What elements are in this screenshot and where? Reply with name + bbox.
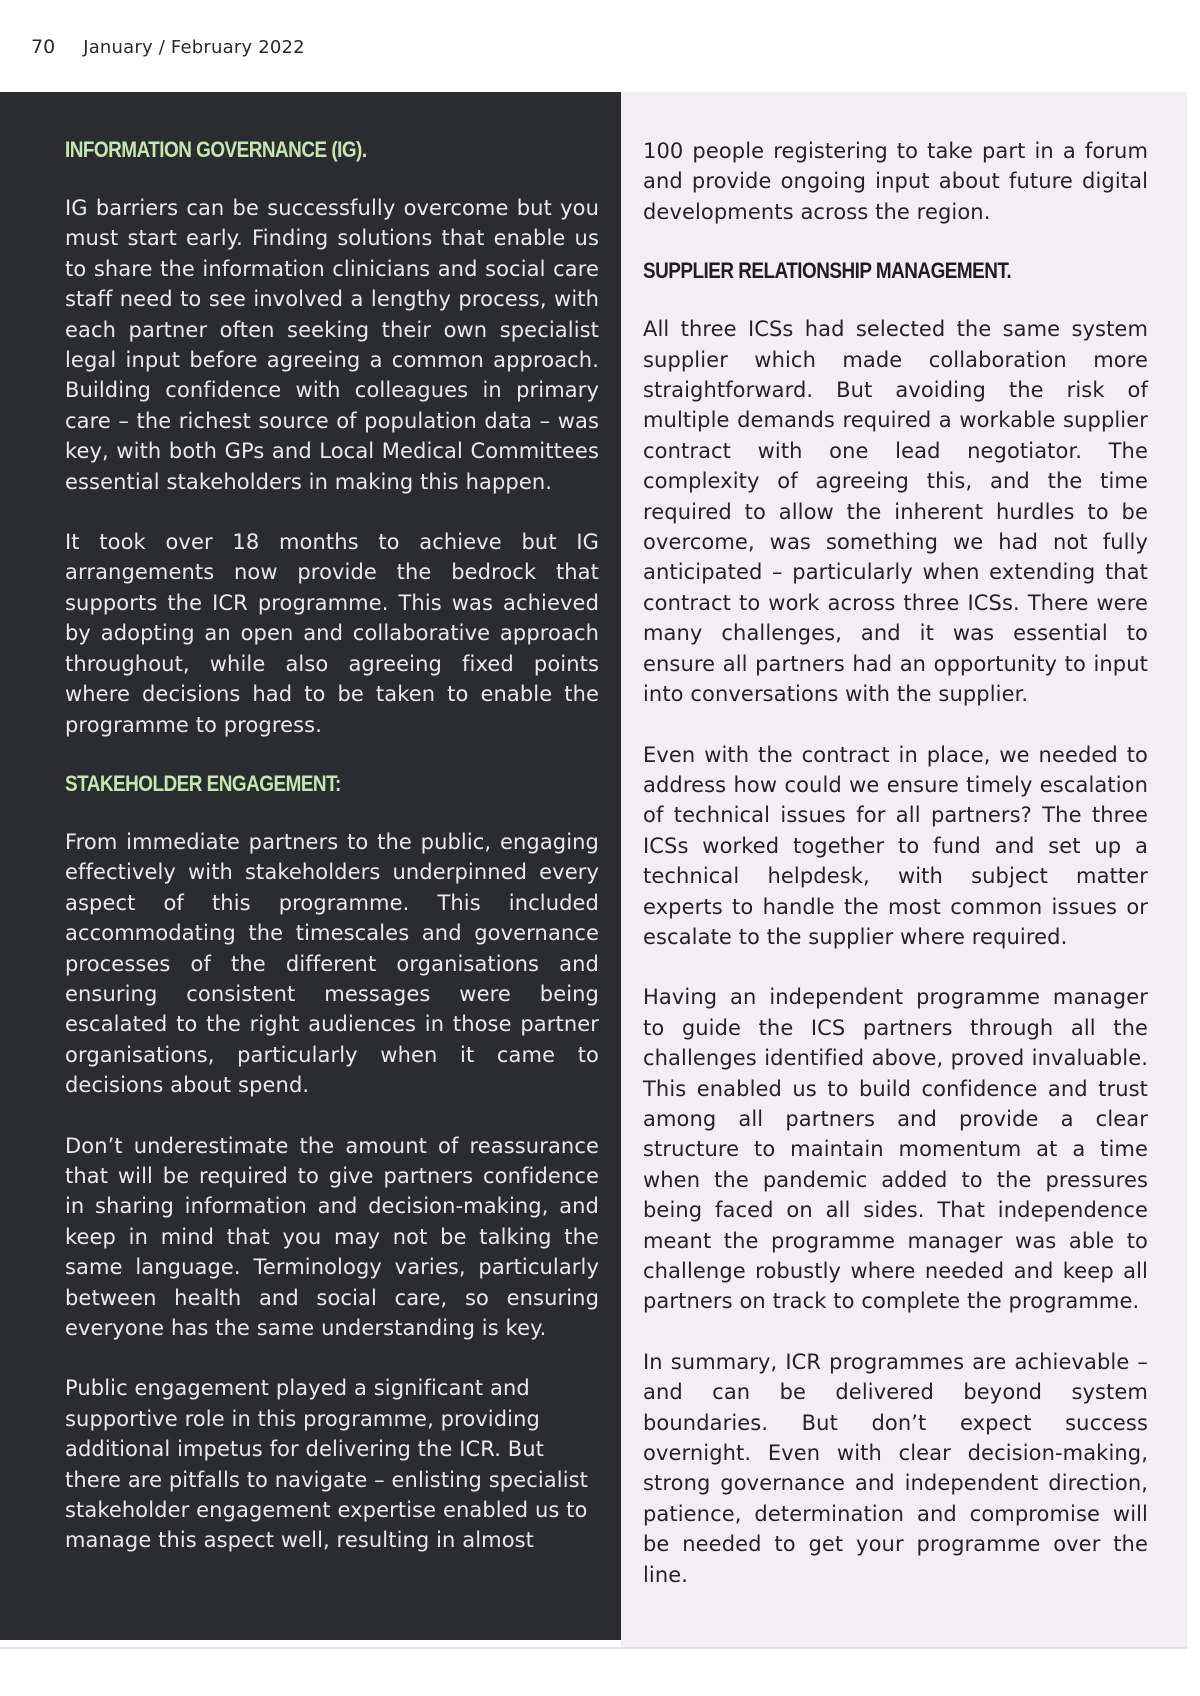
ig-paragraph-1: IG barriers can be successfully overcome but you must start early. Finding solutions that enable us to share the information clinicians and social care staff need to see involved a lengthy process, with each partner often seeking their own specialist legal input before agreeing a common approach. Building confidence with colleagues in primary care – the richest source of population data – was key, with both GPs and Local Medical Committees essential stakeholders in making this happen. bbox=[65, 196, 599, 494]
stakeholder-paragraph-1: From immediate partners to the public, engaging effectively with stakeholders underpinned every aspect of this programme. This included accommodating the timescales and governance processes of the different organisations and ensuring consistent messages were being escalated to the right audiences in those partner organisations, particularly when it came to decisions about spend. bbox=[65, 829, 599, 1098]
supplier-paragraph-3: Having an independent programme manager to guide the ICS partners through all the challenges identified above, proved invaluable. This enabled us to build confidence and trust among all partners and provide a clear structure to maintain momentum at a time when the pandemic added to the pressures being faced on all sides. That independence meant the programme manager was able to challenge robustly where needed and keep all partners on track to complete the programme. bbox=[643, 985, 1148, 1314]
stakeholder-paragraph-2: Don’t underestimate the amount of reassurance that will be required to give partners confidence in sharing information and decision-making, and keep in mind that you may not be talking the same language. Terminology varies, particularly between health and social care, so ensuring everyone has the same understanding is key. bbox=[65, 1133, 599, 1340]
supplier-paragraph-1: All three ICSs had selected the same system supplier which made collaboration more straightforward. But avoiding the risk of multiple demands required a workable supplier contract with one lead negotiator. The complexity of agreeing this, and the time required to allow the inherent hurdles to be overcome, was something we had not fully anticipated – particularly when extending that contract to work across three ICSs. There were many challenges, and it was essential to ensure all partners had an opportunity to input into conversations with the supplier. bbox=[643, 317, 1148, 707]
ig-paragraph-2: It took over 18 months to achieve but IG arrangements now provide the bedrock that supports the ICR programme. This was achieved by adopting an open and collaborative approach throughout, while also agreeing fixed points where decisions had to be taken to enable the programme to progress. bbox=[65, 530, 599, 737]
continuation-paragraph: 100 people registering to take part in a forum and provide ongoing input about future digital developments across the region. bbox=[643, 139, 1148, 224]
stakeholder-paragraph-3: Public engagement played a significant and supportive role in this programme, providing additional impetus for delivering the ICR. But there are pitfalls to navigate – enlisting specialist stakeholder engagement expertise enabled us to manage this aspect well, resulting in almost bbox=[65, 1376, 589, 1553]
supplier-heading: SUPPLIER RELATIONSHIP MANAGEMENT. bbox=[643, 258, 1012, 284]
supplier-paragraph-2: Even with the contract in place, we needed to address how could we ensure timely escalation of technical issues for all partners? The three ICSs worked together to fund and set up a technical helpdesk, with subject matter experts to handle the most common issues or escalate to the supplier where required. bbox=[643, 742, 1148, 949]
bottom-divider bbox=[0, 1647, 1187, 1649]
ig-heading: INFORMATION GOVERNANCE (IG). bbox=[65, 137, 367, 162]
left-column bbox=[65, 136, 599, 1586]
stakeholder-heading: STAKEHOLDER ENGAGEMENT: bbox=[65, 770, 341, 796]
summary-paragraph: In summary, ICR programmes are achievable – and can be delivered beyond system boundaries. But don’t expect success overnight. Even with clear decision-making, strong governance and independent direction, patience, determination and compromise will be needed to get your programme over the line. bbox=[643, 1349, 1148, 1587]
right-column bbox=[643, 136, 1148, 1620]
page-number: 70 bbox=[31, 36, 56, 58]
issue-date: January / February 2022 bbox=[83, 37, 305, 58]
page-header bbox=[31, 36, 305, 58]
